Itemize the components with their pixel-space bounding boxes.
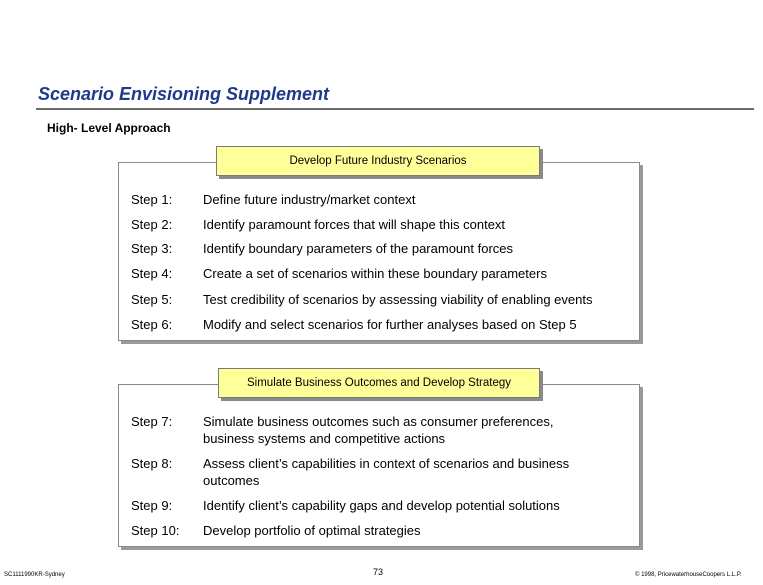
footer-copyright: © 1998, PricewaterhouseCoopers L.L.P. xyxy=(635,572,742,578)
step-number: Step 3: xyxy=(131,241,173,256)
step-text: Modify and select scenarios for further analyses based on Step 5 xyxy=(203,317,577,332)
step-text: Develop portfolio of optimal strategies xyxy=(203,523,421,538)
step-text: Create a set of scenarios within these boundary parameters xyxy=(203,266,547,281)
step-number: Step 7: xyxy=(131,414,173,429)
step-text: Simulate business outcomes such as consumer preferences, business systems and competitive actions xyxy=(203,414,554,446)
step-number: Step 6: xyxy=(131,317,173,332)
step-number: Step 2: xyxy=(131,217,173,232)
step-number: Step 10: xyxy=(131,523,180,538)
step-number: Step 1: xyxy=(131,192,173,207)
step-text: Assess client’s capabilities in context of scenarios and business outcomes xyxy=(203,456,570,488)
step-number: Step 9: xyxy=(131,498,173,513)
page-number: 73 xyxy=(373,567,384,577)
section1-label: Develop Future Industry Scenarios xyxy=(216,146,540,176)
step-number: Step 8: xyxy=(131,456,173,471)
step-number: Step 5: xyxy=(131,292,173,307)
step-text: Define future industry/market context xyxy=(203,192,416,207)
section2-label: Simulate Business Outcomes and Develop Strategy xyxy=(218,368,540,398)
step-number: Step 4: xyxy=(131,266,173,281)
step-text: Identify client’s capability gaps and develop potential solutions xyxy=(203,498,560,513)
title-divider xyxy=(36,108,754,110)
step-text: Test credibility of scenarios by assessing viability of enabling events xyxy=(203,292,593,307)
page-subtitle: High- Level Approach xyxy=(47,121,171,135)
footer-document-code: SC1111990KR-Sydney xyxy=(4,572,65,578)
page-title: Scenario Envisioning Supplement xyxy=(38,84,330,104)
step-text: Identify boundary parameters of the paramount forces xyxy=(203,241,514,256)
step-text: Identify paramount forces that will shape this context xyxy=(203,217,506,232)
